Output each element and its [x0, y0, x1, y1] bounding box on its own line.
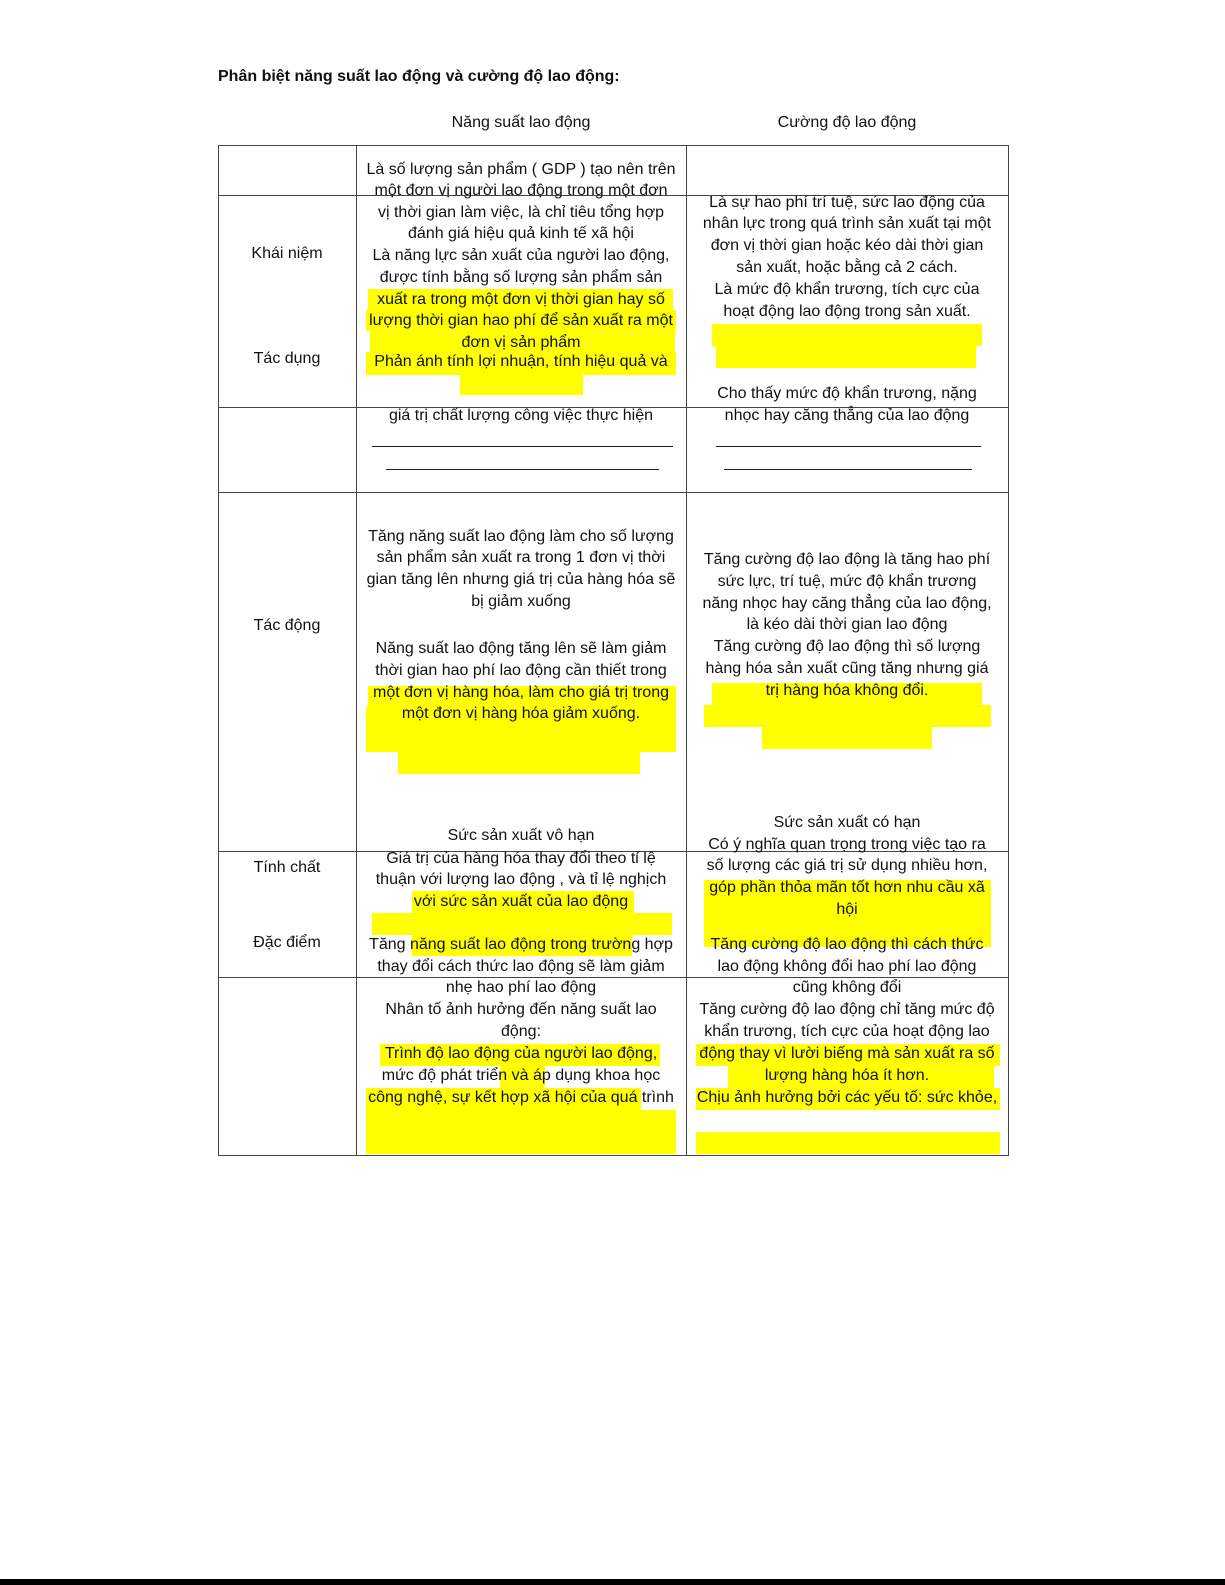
page-title: Phân biệt năng suất lao động và cường độ lao động: [218, 68, 620, 85]
blank-line [372, 446, 673, 447]
row-label-tac-dong: Tác động [253, 617, 321, 634]
row-label-dac-diem: Đặc điểm [253, 934, 321, 951]
column-header-cuong-do: Cường độ lao động [777, 114, 917, 131]
column-header-nang-suat: Năng suất lao động [451, 114, 591, 131]
blank-line [716, 446, 981, 447]
blank-line [724, 469, 972, 470]
row-label-khai-niem: Khái niệm [251, 245, 323, 262]
blank-line [386, 469, 659, 470]
row-label-tinh-chat: Tính chất [253, 859, 321, 876]
page-bottom-edge [0, 1579, 1225, 1585]
row-label-tac-dung: Tác dụng [253, 350, 321, 367]
